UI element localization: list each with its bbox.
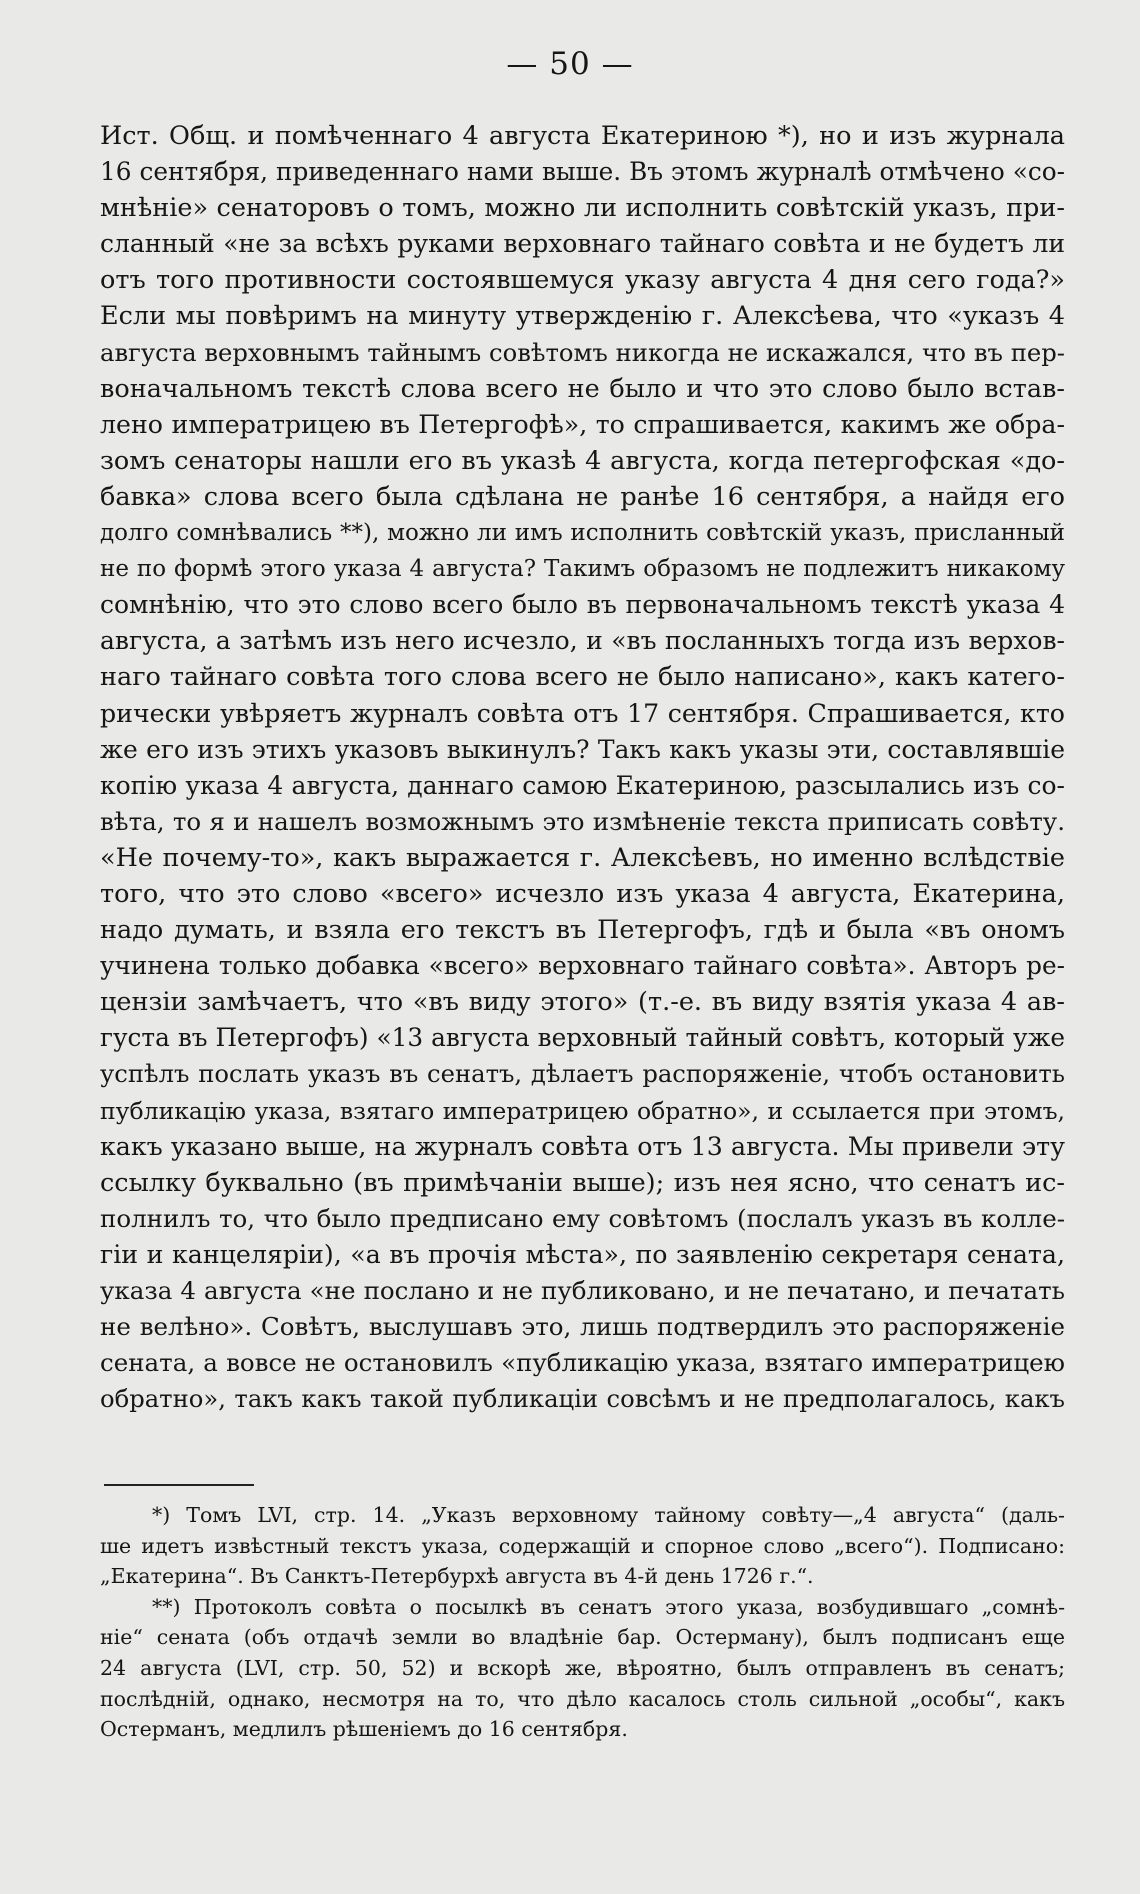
text-line: рически увѣряетъ журналъ совѣта отъ 17 сентября. Спрашивается, кто: [100, 698, 1065, 728]
text-line: сланный «не за всѣхъ руками верховнаго тайнаго совѣта и не будетъ ли: [100, 229, 1065, 259]
text-line: того, что это слово «всего» исчезло изъ указа 4 августа, Екатерина,: [100, 878, 1065, 909]
text-line: гіи и канцеляріи), «а въ прочія мѣста», по заявленію секретаря сената,: [100, 1239, 1065, 1269]
page-number: — 50 —: [506, 46, 634, 82]
footnote-line: **) Протоколъ совѣта о посылкѣ въ сенатъ этого указа, возбудившаго „сомнѣ-: [152, 1594, 1065, 1619]
footnote-line: ше идетъ извѣстный текстъ указа, содержащій и спорное слово „всего“). Подписано:: [100, 1533, 1065, 1558]
text-line: учинена только добавка «всего» верховнаго тайнаго совѣта». Авторъ ре-: [100, 951, 1065, 981]
text-line: мнѣніе» сенаторовъ о томъ, можно ли исполнить совѣтскій указъ, при-: [100, 193, 1065, 224]
text-line: указа 4 августа «не послано и не публиковано, и не печатано, и печатать: [100, 1276, 1065, 1305]
text-line: воначальномъ текстѣ слова всего не было и что это слово было встав-: [100, 373, 1065, 404]
text-line: сомнѣнію, что это слово всего было въ первоначальномъ текстѣ указа 4: [100, 590, 1065, 620]
text-line: августа, а затѣмъ изъ него исчезло, и «въ посланныхъ тогда изъ верхов-: [100, 626, 1065, 656]
text-line: отъ того противности состоявшемуся указу августа 4 дня сего года?»: [100, 265, 1065, 296]
text-line: копію указа 4 августа, даннаго самою Екатериною, разсылались изъ со-: [100, 770, 1065, 800]
text-line: наго тайнаго совѣта того слова всего не было написано», какъ катего-: [100, 662, 1065, 693]
text-line: «Не почему-то», какъ выражается г. Алексѣевъ, но именно вслѣдствіе: [100, 842, 1065, 873]
text-line: долго сомнѣвались **), можно ли имъ исполнить совѣтскій указъ, присланный: [100, 520, 1065, 547]
footnote-line: послѣдній, однако, несмотря на то, что дѣло касалось столь сильной „особы“, какъ: [100, 1686, 1065, 1711]
text-line: Ист. Общ. и помѣченнаго 4 августа Екатериною *), но и изъ журнала: [100, 121, 1065, 151]
text-line: 16 сентября, приведеннаго нами выше. Въ этомъ журналѣ отмѣчено «со-: [100, 157, 1065, 187]
footnote-line: 24 августа (LVI, стр. 50, 52) и вскорѣ же, вѣроятно, былъ отправленъ въ сенатъ;: [100, 1655, 1065, 1680]
footnote-line: ніе“ сената (объ отдачѣ земли во владѣніе бар. Остерману), былъ подписанъ еще: [100, 1625, 1065, 1650]
text-line: не велѣно». Совѣтъ, выслушавъ это, лишь подтвердилъ это распоряженіе: [100, 1312, 1065, 1342]
text-line: публикацію указа, взятаго императрицею обратно», и ссылается при этомъ,: [100, 1096, 1065, 1125]
text-line: успѣлъ послать указъ въ сенатъ, дѣлаетъ распоряженіе, чтобъ остановить: [100, 1059, 1065, 1089]
text-line: августа верховнымъ тайнымъ совѣтомъ никогда не искажался, что въ пер-: [100, 337, 1065, 367]
text-line: вѣта, то я и нашелъ возможнымъ это измѣненіе текста приписать совѣту.: [100, 806, 1065, 836]
footnotes: [100, 1500, 1065, 1745]
text-line: цензіи замѣчаетъ, что «въ виду этого» (т.-е. въ виду взятія указа 4 ав-: [100, 987, 1065, 1018]
text-line: ссылку буквально (въ примѣчаніи выше); изъ нея ясно, что сенатъ ис-: [100, 1167, 1065, 1198]
main-text: [100, 118, 1065, 1417]
text-line: зомъ сенаторы нашли его въ указѣ 4 августа, когда петергофская «до-: [100, 445, 1065, 476]
text-line: обратно», такъ какъ такой публикаціи совсѣмъ и не предполагалось, какъ: [100, 1384, 1065, 1414]
text-line: надо думать, и взяла его текстъ въ Петергофъ, гдѣ и была «въ ономъ: [100, 915, 1065, 946]
text-line: Если мы повѣримъ на минуту утвержденію г. Алексѣева, что «указъ 4: [100, 301, 1065, 332]
text-line: какъ указано выше, на журналъ совѣта отъ 13 августа. Мы привели эту: [100, 1131, 1065, 1161]
footnote-line: Остерманъ, медлилъ рѣшеніемъ до 16 сентября.: [100, 1717, 628, 1742]
text-line: не по формѣ этого указа 4 августа? Такимъ образомъ не подлежитъ никакому: [100, 556, 1065, 583]
footnote-separator: [104, 1484, 254, 1486]
text-line: густа въ Петергофъ) «13 августа верховный тайный совѣтъ, который уже: [100, 1023, 1065, 1053]
text-line: лено императрицею въ Петергофѣ», то спрашивается, какимъ же обра-: [100, 409, 1065, 439]
text-line: же его изъ этихъ указовъ выкинулъ? Такъ какъ указы эти, составлявшіе: [100, 734, 1065, 764]
text-line: бавка» слова всего была сдѣлана не ранѣе 16 сентября, а найдя его: [100, 481, 1065, 512]
footnote-line: „Екатерина“. Въ Санктъ-Петербурхѣ августа въ 4-й день 1726 г.“.: [100, 1564, 814, 1589]
text-line: полнилъ то, что было предписано ему совѣтомъ (послалъ указъ въ колле-: [100, 1203, 1065, 1233]
text-line: сената, а вовсе не остановилъ «публикацію указа, взятаго императрицею: [100, 1348, 1065, 1378]
footnote-line: *) Томъ LVI, стр. 14. „Указъ верховному тайному совѣту—„4 августа“ (даль-: [152, 1503, 1065, 1527]
